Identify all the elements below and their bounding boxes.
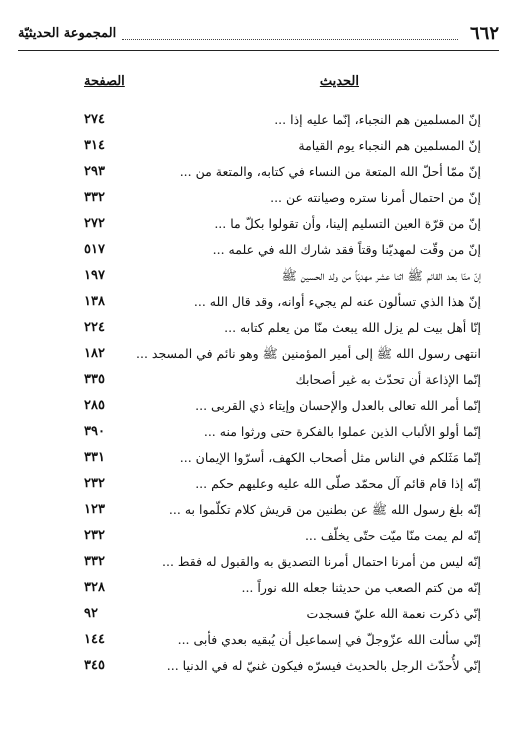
header-dotted-leader <box>122 39 458 40</box>
hadith-text: إنّه إذا قام قائم آل محمّد صلّى الله عليه وعليهم حكم ... <box>195 476 481 491</box>
hadith-text: إنّه ليس من أمرنا احتمال أمرنا التصديق به والقبول له فقط ... <box>162 554 481 569</box>
hadith-text: إنّما مَثَلكم في الناس مثل أصحاب الكهف، أسرّوا الإيمان ... <box>179 450 481 465</box>
page-ref: ٣٣١ <box>84 450 105 465</box>
page-ref: ٢٨٥ <box>84 398 105 413</box>
index-row <box>18 450 499 476</box>
index-row <box>18 190 499 216</box>
page-ref: ٣٢٨ <box>84 580 105 595</box>
index-row <box>18 606 499 632</box>
page-ref: ٣١٤ <box>84 138 105 153</box>
page-ref: ١٤٤ <box>84 632 105 647</box>
page-ref: ٩٢ <box>84 606 98 621</box>
index-row <box>18 658 499 684</box>
hadith-text: إنّما أولو الألباب الذين عملوا بالفكرة حتى ورثوا منه ... <box>203 424 481 439</box>
index-row <box>18 554 499 580</box>
index-row <box>18 242 499 268</box>
page-ref: ٣٣٢ <box>84 554 105 569</box>
page-ref: ٢٩٣ <box>84 164 105 179</box>
index-row <box>18 138 499 164</box>
index-row <box>18 268 499 294</box>
column-header-hadith: الحديث <box>319 74 359 89</box>
hadith-text: إنّ المسلمين هم النجباء يوم القيامة <box>298 138 481 153</box>
index-row <box>18 346 499 372</box>
page-ref: ٢٧٤ <box>84 112 105 127</box>
page-ref: ٢٢٤ <box>84 320 105 335</box>
index-row <box>18 502 499 528</box>
index-row <box>18 320 499 346</box>
index-row <box>18 580 499 606</box>
page-ref: ١٨٢ <box>84 346 105 361</box>
column-headers <box>18 74 499 94</box>
hadith-text: إنّ من قرّة العين التسليم إلينا، وأن تقولوا بكلّ ما ... <box>214 216 481 231</box>
hadith-text: إنّ من احتمال أمرنا ستره وصيانته عن ... <box>270 190 481 205</box>
index-row <box>18 476 499 502</box>
book-title: المجموعة الحديثيّة <box>18 25 117 41</box>
index-row <box>18 294 499 320</box>
index-row <box>18 632 499 658</box>
hadith-text: إنّا أهل بيت لم يزل الله يبعث منّا من يعلم كتابه ... <box>224 320 481 335</box>
hadith-text: إنّه من كتم الصعب من حديثنا جعله الله نوراً ... <box>241 580 481 595</box>
index-row <box>18 164 499 190</box>
hadith-text: انتهى رسول الله ﷺ إلى أمير المؤمنين ﷺ وهو نائم في المسجد ... <box>136 346 481 361</box>
hadith-text: إنّي لأُحدّث الرجل بالحديث فيسرّه فيكون غنيّ له في الدنيا ... <box>166 658 481 673</box>
index-row <box>18 112 499 138</box>
page-ref: ٣٤٥ <box>84 658 105 673</box>
index-rows <box>18 112 499 684</box>
hadith-text: إنّما أمر الله تعالى بالعدل والإحسان وإيتاء ذي القربى ... <box>195 398 481 413</box>
page-ref: ٥١٧ <box>84 242 105 257</box>
hadith-text: إنّ ممّا أحلّ الله المتعة من النساء في كتابه، والمتعة من ... <box>179 164 481 179</box>
hadith-text: إنّ منّا بعد القائم ﷺ اثنا عشر مهديّاً من ولد الحسين ﷺ <box>281 268 481 283</box>
page-ref: ١٩٧ <box>84 268 105 283</box>
index-row <box>18 424 499 450</box>
index-row <box>18 372 499 398</box>
hadith-text: إنّي ذكرت نعمة الله عليّ فسجدت <box>306 606 481 621</box>
page-ref: ٢٣٢ <box>84 528 105 543</box>
page-ref: ٣٣٥ <box>84 372 105 387</box>
page-ref: ٣٩٠ <box>84 424 105 439</box>
hadith-text: إنّ من وقّت لمهديّنا وقتاً فقد شارك الله في علمه ... <box>212 242 481 257</box>
index-row <box>18 528 499 554</box>
hadith-text: إنّ المسلمين هم النجباء، إنّما عليه إذا ... <box>274 112 481 127</box>
hadith-text: إنّه لم يمت منّا ميّت حتّى يخلّف ... <box>304 528 481 543</box>
page-ref: ٣٣٢ <box>84 190 105 205</box>
column-header-page: الصفحة <box>84 74 125 89</box>
hadith-text: إنّ هذا الذي تسألون عنه لم يجيء أوانه، وقد قال الله ... <box>193 294 481 309</box>
page-ref: ٢٧٢ <box>84 216 105 231</box>
running-header <box>18 16 499 51</box>
page-ref: ١٣٨ <box>84 294 105 309</box>
hadith-text: إنّما الإذاعة أن تحدّث به غير أصحابك <box>295 372 481 387</box>
page-number: ٦٦٢ <box>469 22 499 44</box>
hadith-text: إنّي سألت الله عزّوجلّ في إسماعيل أن يُبقيه بعدي فأبى ... <box>177 632 481 647</box>
index-row <box>18 398 499 424</box>
page-ref: ٢٣٢ <box>84 476 105 491</box>
index-row <box>18 216 499 242</box>
hadith-text: إنّه بلغ رسول الله ﷺ عن بطنين من قريش كلام تكلّموا به ... <box>168 502 481 517</box>
page-ref: ١٢٣ <box>84 502 105 517</box>
